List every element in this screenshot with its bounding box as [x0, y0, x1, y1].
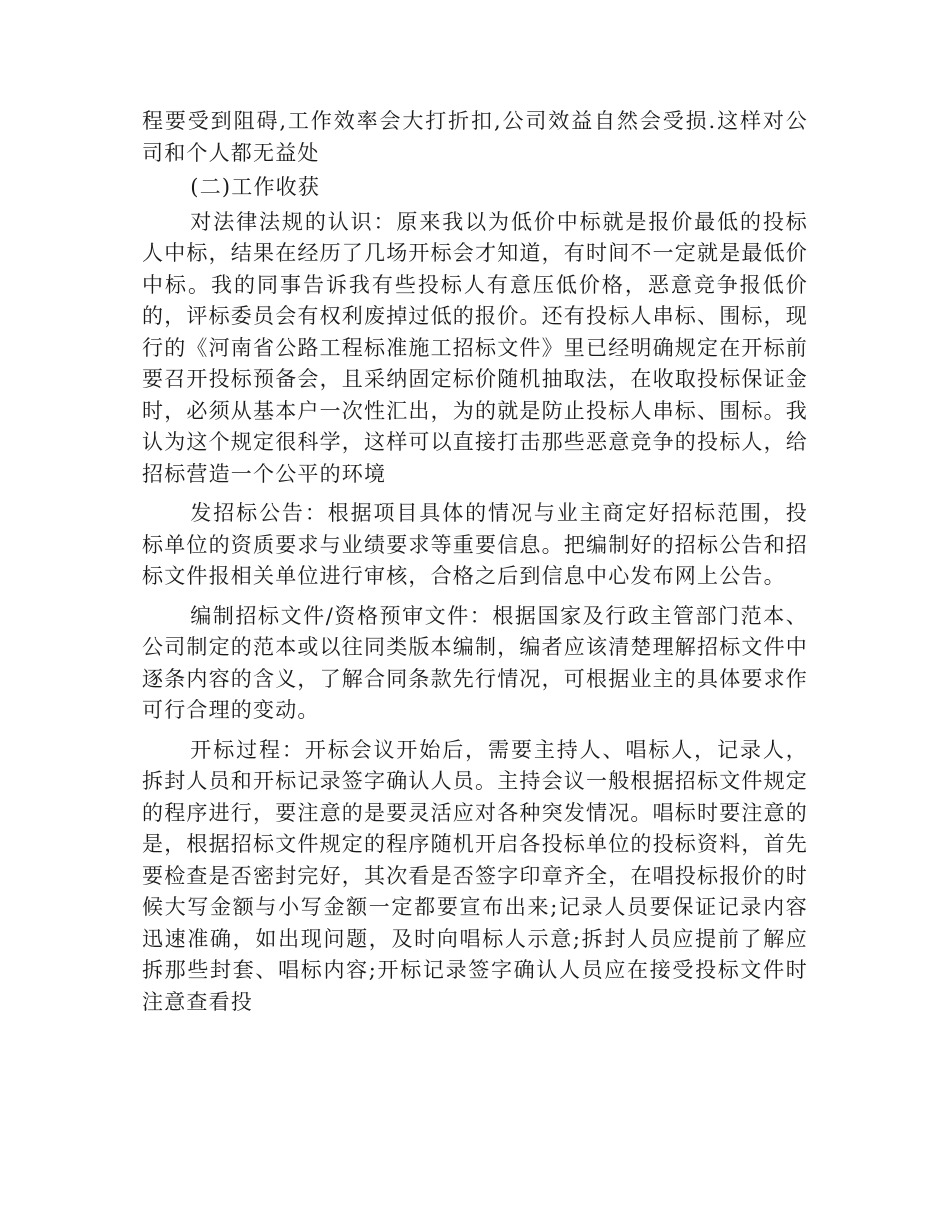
paragraph-legal-knowledge: 对法律法规的认识：原来我以为低价中标就是报价最低的投标人中标，结果在经历了几场开标会才知道，有时间不一定就是最低价中标。我的同事告诉我有些投标人有意压低价格，恶意竞争报低价的，评标委员会有权利废掉过低的报价。还有投标人串标、围标，现行的《河南省公路工程标准施工招标文件》里已经明确规定在开标前要召开投标预备会，且采纳固定标价随机抽取法，在收取投标保证金时，必须从基本户一次性汇出，为的就是防止投标人串标、围标。我认为这个规定很科学，这样可以直接打击那些恶意竞争的投标人，给招标营造一个公平的环境 [142, 209, 808, 486]
paragraph-tender-notice: 发招标公告：根据项目具体的情况与业主商定好招标范围，投标单位的资质要求与业绩要求等重要信息。把编制好的招标公告和招标文件报相关单位进行审核，合格之后到信息中心发布网上公告。 [142, 501, 808, 588]
document-body [142, 106, 808, 1018]
paragraph-tender-documents: 编制招标文件/资格预审文件：根据国家及行政主管部门范本、公司制定的范本或以往同类版本编制，编者应该清楚理解招标文件中逐条内容的含义，了解合同条款先行情况，可根据业主的具体要求作可行合理的变动。 [142, 603, 808, 722]
paragraph-bid-opening: 开标过程：开标会议开始后，需要主持人、唱标人，记录人，拆封人员和开标记录签字确认人员。主持会议一般根据招标文件规定的程序进行，要注意的是要灵活应对各种突发情况。唱标时要注意的是，根据招标文件规定的程序随机开启各投标单位的投标资料，首先要检查是否密封完好，其次看是否签字印章齐全，在唱投标报价的时候大写金额与小写金额一定都要宣布出来;记录人员要保证记录内容迅速准确，如出现问题，及时向唱标人示意;拆封人员应提前了解应拆那些封套、唱标内容;开标记录签字确认人员应在接受投标文件时注意查看投 [142, 737, 808, 1014]
paragraph-continuation: 程要受到阻碍,工作效率会大打折扣,公司效益自然会受损.这样对公司和个人都无益处 [142, 109, 808, 165]
section-heading: (二)工作收获 [190, 175, 321, 199]
